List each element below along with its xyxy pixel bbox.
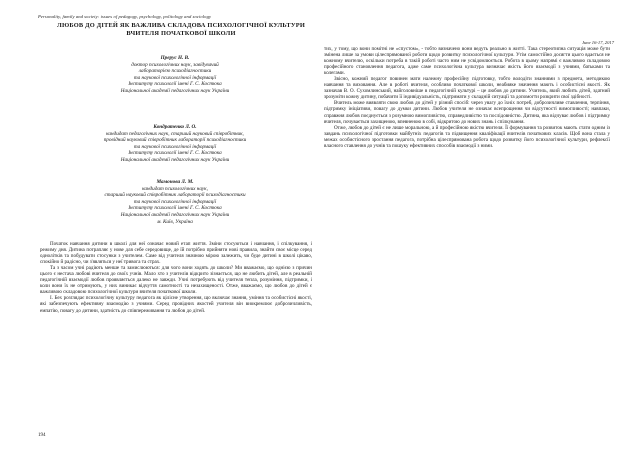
author-block — [40, 124, 310, 164]
author-affiliation-line: кандидат педагогічних наук, старший науковий співробітник, — [106, 130, 244, 137]
body-paragraph: Звісно, кожний педагог повинен мати належну професійну підготовку, тобто володіти знаннями з предмета, методикою навчання та виховання. Але в роботі вчителя, особливо початкової школи, неабияке значення мають і особистісні якості. Як зазначав В. О. Сухомлинський, найголовніше в педагогічній культурі – це любов до дитини. Учитель, який любить дітей, здатний зрозуміти кожну дитину, побачити її індивідуальність, підтримати у складній ситуації та допомогти розкрити свої здібності. — [324, 76, 610, 101]
author-affiliation-line: Національної академії педагогічних наук України — [120, 87, 230, 94]
author-name: Кондратенко Л. О. — [153, 124, 197, 130]
body-paragraph: Отже, любов до дітей є не лише моральною, а й професійною якістю вчителя. Її формування та розвиток мають стати одним із завдань психологічної підготовки майбутніх педагогів та підвищення кваліфікації вчителів початкових класів. Щоб вона стала у межах особистісного зростання педагога, потрібна цілеспрямована робота щодо розвитку його психологічної культури, рефлексії власного ставлення до учнів та пошуку ефективних способів взаємодії з ними. — [324, 124, 610, 149]
author-affiliation-line: кандидат психологічних наук, — [142, 185, 208, 192]
author-affiliation-line: та наукової психологічної інформації — [133, 143, 217, 150]
author-name: Мамонова Л. М. — [156, 179, 194, 185]
body-paragraph: Початок навчання дитини в школі для неї означає новий етап життя. Зміни стосуються і навчання, і спілкування, і режиму дня. Дитина потрапляє у нове для себе середовище, де їй потрібно прийняти нові правила, знайти своє місце серед однолітків та побудувати стосунки з учителем. Саме від учителя значною мірою залежить, чи буде дитині в школі цікаво, спокійно й радісно, чи з'являться у неї тривога та страх. — [40, 241, 312, 266]
author-affiliation-line: Інституту психології імені Г. С. Костюка — [128, 81, 222, 88]
body-column-right — [324, 46, 610, 149]
author-block — [40, 55, 310, 95]
author-affiliation-line: м. Київ, Україна — [157, 218, 193, 225]
author-affiliation-line: Інституту психології імені Г. С. Костюка — [128, 150, 222, 157]
body-column-left — [40, 241, 312, 314]
author-affiliation-line: доктор психологічних наук, завідувачий — [131, 61, 219, 68]
author-affiliation-line: та наукової психологічної інформації — [133, 198, 217, 205]
body-paragraph: І. Бех розглядає психологічну культуру педагога як цілісне утворення, що включає знання, уміння та особистісні якості, які забезпечують ефективну взаємодію з учнями. Серед провідних якостей учителя він виокремлює доброзичливість, емпатію, повагу до дитини, здатність до співпереживання та любов до дітей. — [40, 295, 312, 314]
author-block — [40, 179, 310, 225]
body-paragraph: Та з часом учні радіють менше та замислюються: для чого вони ходять до школи? Ми вважаємо, що однією з причин цього є нестача любові вчителя до своїх учнів. Мало хто з учителів відкрито зізнається, що не любить дітей, але в реальній педагогічній взаємодії любов проявляється далеко не завжди. Учні потребують від учителя тепла, розуміння, підтримки, і коли вони їх не отримують, у них виникає відчуття самотності та незахищеності. Отже, вважаємо, що любов до дітей є важливою складовою психологічної культури вчителя початкової школи. — [40, 265, 312, 296]
running-head: Personality, family and society: issues of pedagogy, psychology, politology and sociology — [38, 14, 212, 19]
author-affiliation-line: та наукової психологічної інформації — [133, 74, 217, 81]
body-paragraph: тих, у тому, що вони помітні не «спустом», - тобто визначено вони ведуть реально в житті. Така стереотипна ситуація може бути змінена лише за умови цілеспрямованої роботи щодо розвитку психологічної культури. Утім самостійно досягти цього вдається не кожному вчителю, оскільки потреба в такій роботі часто ним не усвідомлюється. Робота в цьому напрямі є важливою складовою професійного становлення педагога, адже саме психологічна культура визначає якість його взаємодії з учнями, батьками та колегами. — [324, 46, 610, 77]
author-affiliation-line: провідний науковий співробітник лабораторії психодіагностики — [103, 137, 247, 144]
body-paragraph: Вчитель може виявляти свою любов до дітей у різний спосіб: через увагу до їхніх потреб, доброзичливе ставлення, терпіння, підтримку ініціативи, повагу до думки дитини. Любов учителя не означає всепрощення чи відсутності вимогливості; навпаки, справжня любов поєднується з розумною вимогливістю, справедливістю та послідовністю. Дитина, яка відчуває любов і підтримку вчителя, почувається захищеною, впевненою в собі, відкритою до нових знань і спілкування. — [324, 100, 610, 125]
author-affiliation-line: лабораторією психодіагностики — [138, 68, 212, 75]
author-affiliation-line: Національної академії педагогічних наук України — [120, 211, 230, 218]
article-title: ЛЮБОВ ДО ДІТЕЙ ЯК ВАЖЛИВА СКЛАДОВА ПСИХОЛОГІЧНОЇ КУЛЬТУРИ ВЧИТЕЛЯ ПОЧАТКОВОЇ ШКОЛИ — [56, 22, 305, 37]
author-affiliation-line: старший науковий співробітник лабораторії психодіагностики — [104, 192, 246, 199]
author-affiliation-line: Інституту психології імені Г. С. Костюка — [128, 205, 222, 212]
page-number: 194 — [38, 433, 46, 438]
author-name: Прерус Н. В. — [160, 55, 190, 61]
author-affiliation-line: Національної академії педагогічних наук України — [120, 156, 230, 163]
conference-date: June 16-17, 2017 — [581, 40, 614, 45]
